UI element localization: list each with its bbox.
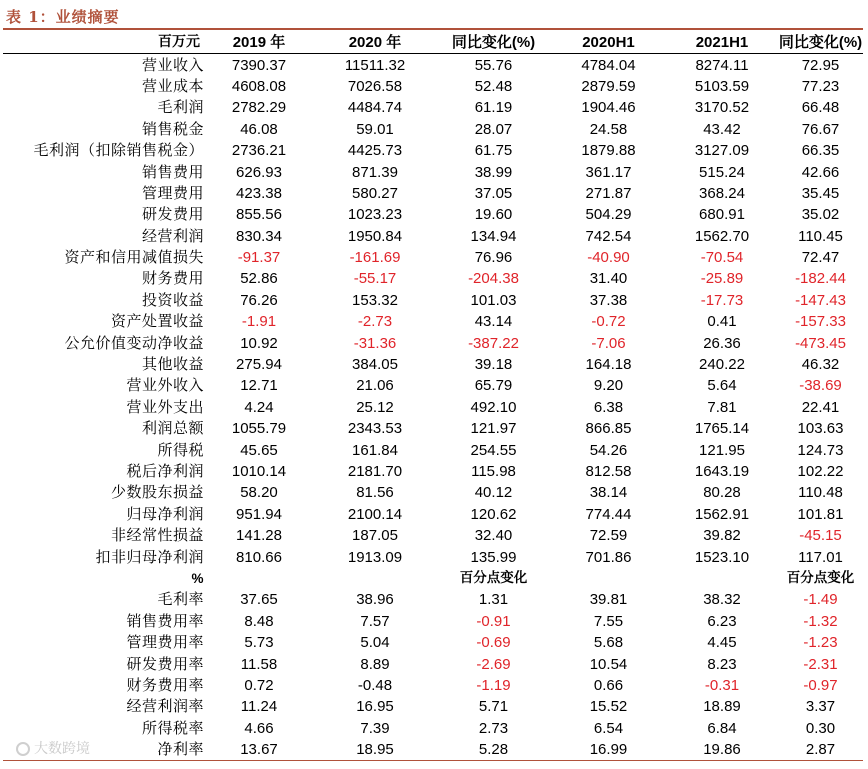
- table-row: [3, 268, 863, 289]
- cell-value: 8.89: [360, 655, 390, 673]
- table-row: [3, 418, 863, 439]
- cell-value: 580.27: [352, 184, 398, 202]
- cell-value: 124.73: [797, 441, 844, 459]
- cell-value: 46.32: [801, 356, 840, 374]
- cell-value: 830.34: [236, 227, 282, 245]
- table-row: [3, 525, 863, 546]
- cell-value: 0.41: [707, 313, 737, 331]
- cell-value: -40.90: [587, 249, 630, 267]
- cell-value: 4.45: [707, 634, 737, 652]
- table-row: [3, 311, 863, 332]
- table-row: [3, 183, 863, 204]
- row-label: 扣非归母净利润: [95, 547, 204, 566]
- cell-value: 8274.11: [695, 56, 749, 74]
- cell-value: 680.91: [699, 206, 745, 224]
- cell-value: 72.59: [589, 527, 628, 545]
- cell-value: 45.65: [240, 441, 278, 459]
- cell-value: 81.56: [356, 484, 394, 502]
- cell-value: 4784.04: [581, 56, 636, 74]
- cell-value: 12.71: [240, 377, 278, 395]
- ratio-row: [3, 739, 863, 761]
- cell-value: 5.68: [593, 634, 624, 652]
- cell-value: 2736.21: [231, 142, 287, 160]
- cell-value: 37.65: [240, 591, 278, 609]
- cell-value: 25.12: [356, 398, 394, 416]
- header-2019: 2019 年: [204, 32, 314, 54]
- cell-value: 810.66: [236, 548, 282, 566]
- cell-value: -2.73: [357, 313, 393, 331]
- cell-value: 19.86: [666, 739, 778, 761]
- cell-value: -387.22: [468, 334, 519, 352]
- cell-value: 4.24: [244, 398, 274, 416]
- cell-value: 39.82: [703, 527, 741, 545]
- cell-value: 1562.70: [694, 227, 750, 245]
- cell-value: 8.23: [707, 655, 737, 673]
- header-yoy-half: 同比变化(%): [778, 32, 863, 54]
- cell-value: -45.15: [799, 527, 842, 545]
- cell-value: 240.22: [699, 356, 745, 374]
- cell-value: 52.86: [240, 270, 278, 288]
- header-2020h1: 2020H1: [551, 32, 666, 54]
- cell-value: 866.85: [585, 420, 632, 438]
- ratio-row: [3, 611, 863, 632]
- cell-value: 6.54: [593, 719, 624, 737]
- cell-value: 35.02: [801, 206, 840, 224]
- cell-value: 102.22: [797, 463, 844, 480]
- cell-value: 7.57: [360, 612, 390, 630]
- cell-value: 1879.88: [581, 142, 636, 160]
- cell-value: 1.31: [478, 591, 509, 609]
- cell-value: 2.73: [478, 719, 509, 737]
- row-label: %: [191, 570, 204, 586]
- cell-value: 871.39: [352, 163, 398, 181]
- table-row: [3, 161, 863, 182]
- cell-value: 5.73: [244, 634, 274, 652]
- cell-value: 59.01: [356, 120, 394, 138]
- cell-value: 120.62: [470, 505, 517, 523]
- row-label: 经营利润: [141, 226, 204, 245]
- table-row: [3, 546, 863, 567]
- cell-value: 254.55: [470, 441, 517, 459]
- cell-value: 141.28: [236, 527, 282, 545]
- cell-value: -55.17: [353, 270, 397, 288]
- cell-value: 77.23: [801, 77, 840, 95]
- row-label: 销售税金: [141, 119, 204, 138]
- table-row: [3, 504, 863, 525]
- cell-value: 3127.09: [694, 142, 750, 160]
- watermark-logo-icon: [16, 742, 30, 756]
- cell-value: 13.67: [204, 739, 314, 761]
- cell-value: 1562.91: [694, 505, 750, 523]
- cell-value: -147.43: [795, 291, 846, 309]
- table-row: [3, 76, 863, 97]
- cell-value: 22.41: [801, 398, 840, 416]
- ratio-row: [3, 718, 863, 739]
- cell-value: 72.47: [801, 249, 840, 267]
- cell-value: 121.95: [699, 441, 745, 459]
- cell-value: 66.48: [801, 99, 840, 117]
- watermark-text: 大数跨境: [34, 741, 90, 757]
- cell-value: 1950.84: [347, 227, 403, 245]
- cell-value: -91.37: [237, 249, 281, 267]
- cell-value: 368.24: [699, 184, 745, 202]
- cell-value: 42.66: [801, 163, 840, 181]
- title-rule: [3, 28, 863, 30]
- cell-value: 812.58: [585, 463, 632, 480]
- cell-value: 54.26: [589, 441, 628, 459]
- table-title: 表 1：业绩摘要: [6, 8, 120, 26]
- cell-value: 18.89: [703, 698, 741, 716]
- row-label: 管理费用率: [126, 633, 204, 652]
- cell-value: 1913.09: [347, 548, 403, 566]
- table-row: [3, 140, 863, 161]
- cell-value: 19.60: [474, 206, 513, 224]
- row-label: 财务费用率: [126, 675, 204, 694]
- cell-value: -182.44: [795, 270, 846, 288]
- cell-value: 2879.59: [581, 77, 636, 95]
- cell-value: 37.38: [589, 291, 628, 309]
- cell-value: 65.79: [474, 377, 513, 395]
- cell-value: 9.20: [593, 377, 624, 395]
- cell-value: -17.73: [700, 291, 744, 309]
- ratio-row: [3, 653, 863, 674]
- cell-value: 61.19: [474, 99, 513, 117]
- row-label: 税后净利润: [126, 462, 204, 480]
- cell-value: [666, 568, 778, 589]
- table-row: [3, 461, 863, 482]
- cell-value: 58.20: [240, 484, 278, 502]
- cell-value: 1765.14: [694, 420, 750, 438]
- cell-value: 0.30: [805, 719, 836, 737]
- row-label: 销售费用: [141, 162, 204, 181]
- cell-value: 4425.73: [347, 142, 403, 160]
- cell-value: -7.06: [591, 334, 626, 352]
- cell-value: -38.69: [799, 377, 842, 395]
- row-label: 毛利润（扣除销售税金）: [33, 141, 204, 160]
- cell-value: -31.36: [353, 334, 397, 352]
- cell-value: 3170.52: [694, 99, 750, 117]
- table-row: [3, 332, 863, 353]
- cell-value: -70.54: [700, 249, 744, 267]
- cell-value: 1023.23: [347, 206, 403, 224]
- cell-value: 134.94: [470, 227, 517, 245]
- cell-value: 39.81: [589, 591, 628, 609]
- cell-value: 10.54: [589, 655, 628, 673]
- cell-value: 80.28: [703, 484, 741, 502]
- table-row: [3, 375, 863, 396]
- cell-value: -0.72: [591, 313, 626, 331]
- cell-value: 2.87: [778, 739, 863, 761]
- cell-value: 135.99: [470, 548, 517, 566]
- cell-value: 46.08: [240, 120, 278, 138]
- cell-value: 101.03: [470, 291, 517, 309]
- cell-value: -1.49: [803, 591, 838, 609]
- cell-value: 115.98: [471, 463, 516, 480]
- row-label: 资产和信用减值损失: [64, 248, 204, 267]
- cell-value: 5.28: [436, 739, 551, 761]
- cell-value: 101.81: [797, 505, 844, 523]
- row-label: 净利率: [3, 739, 204, 761]
- cell-value: 5.04: [360, 634, 390, 652]
- watermark: [16, 738, 90, 758]
- cell-value: -157.33: [795, 313, 846, 331]
- cell-value: 423.38: [236, 184, 282, 202]
- cell-value: 2181.70: [347, 463, 403, 480]
- cell-value: 3.37: [805, 698, 836, 716]
- cell-value: 1010.14: [231, 463, 287, 480]
- row-label: 营业收入: [141, 55, 204, 74]
- cell-value: 16.99: [551, 739, 666, 761]
- cell-value: 52.48: [474, 77, 513, 95]
- row-label: 所得税: [157, 440, 204, 459]
- cell-value: 43.42: [703, 120, 741, 138]
- cell-value: 4.66: [244, 719, 274, 737]
- cell-value: [551, 568, 666, 589]
- table-row: [3, 97, 863, 118]
- cell-value: 0.72: [244, 676, 274, 694]
- cell-value: -0.69: [476, 634, 511, 652]
- cell-value: 2782.29: [231, 99, 287, 117]
- table-row: [3, 397, 863, 418]
- cell-value: 43.14: [474, 313, 513, 331]
- row-label: 毛利润: [157, 98, 204, 117]
- row-label: 研发费用率: [126, 654, 204, 673]
- cell-value: 38.14: [589, 484, 628, 502]
- cell-value: -473.45: [795, 334, 846, 352]
- cell-value: 8.48: [244, 612, 274, 630]
- cell-value: -204.38: [468, 270, 519, 288]
- header-2020: 2020 年: [314, 32, 436, 54]
- cell-value: 61.75: [474, 142, 513, 160]
- cell-value: 361.17: [585, 163, 632, 181]
- cell-value: 76.26: [240, 291, 278, 309]
- table-row: [3, 354, 863, 375]
- row-label: 经营利润率: [126, 697, 204, 716]
- cell-value: -0.97: [803, 676, 838, 694]
- row-label: 利润总额: [141, 419, 204, 438]
- cell-value: -0.31: [704, 676, 740, 694]
- cell-value: 5.64: [707, 377, 737, 395]
- cell-value: 1523.10: [694, 548, 750, 566]
- cell-value: 21.06: [356, 377, 394, 395]
- row-label: 销售费用率: [126, 611, 204, 630]
- cell-value: -2.69: [476, 655, 511, 673]
- cell-value: 38.32: [703, 591, 741, 609]
- cell-value: 187.05: [352, 527, 398, 545]
- cell-value: 1643.19: [694, 463, 750, 480]
- cell-value: 38.99: [474, 163, 513, 181]
- cell-value: [314, 568, 436, 589]
- cell-value: 1904.46: [581, 99, 636, 117]
- table-row: [3, 204, 863, 225]
- row-label: 非经常性损益: [110, 526, 204, 545]
- cell-value: 742.54: [585, 227, 632, 245]
- cell-value: 0.66: [593, 676, 624, 694]
- cell-value: 15.52: [589, 698, 628, 716]
- header-2021h1: 2021H1: [666, 32, 778, 54]
- cell-value: -25.89: [700, 270, 744, 288]
- cell-value: 40.12: [474, 484, 513, 502]
- cell-value: 32.40: [474, 527, 513, 545]
- cell-value: 774.44: [585, 505, 632, 523]
- row-label: 少数股东损益: [110, 483, 204, 502]
- cell-value: 164.18: [585, 356, 632, 374]
- cell-value: 384.05: [352, 356, 398, 374]
- cell-value: 7.39: [360, 719, 390, 737]
- cell-value: 55.76: [474, 56, 513, 74]
- row-label: 营业外收入: [126, 376, 204, 395]
- cell-value: 16.95: [356, 698, 394, 716]
- ratio-row: [3, 675, 863, 696]
- cell-value: 4608.08: [231, 77, 287, 95]
- row-label: 所得税率: [141, 718, 204, 737]
- cell-value: 18.95: [314, 739, 436, 761]
- cell-value: 153.32: [352, 291, 398, 309]
- cell-value: 6.84: [707, 719, 737, 737]
- cell-value: 117.01: [798, 548, 843, 566]
- cell-value: -1.32: [803, 612, 838, 630]
- cell-value: -2.31: [803, 655, 838, 673]
- table-body: [3, 54, 863, 761]
- cell-value: 110.45: [798, 227, 843, 245]
- cell-value: 5103.59: [694, 77, 750, 95]
- cell-value: -1.19: [476, 676, 511, 694]
- cell-value: 103.63: [797, 420, 844, 438]
- cell-value: 31.40: [589, 270, 628, 288]
- row-label: 研发费用: [141, 205, 204, 224]
- cell-value: 百分点变化: [786, 569, 855, 586]
- table-row: [3, 290, 863, 311]
- cell-value: 百分点变化: [459, 569, 528, 586]
- cell-value: -0.48: [357, 676, 393, 694]
- cell-value: 7.81: [707, 398, 737, 416]
- row-label: 投资收益: [141, 290, 204, 309]
- cell-value: 275.94: [236, 356, 282, 374]
- ratio-row: [3, 589, 863, 610]
- row-label: 其他收益: [141, 355, 204, 374]
- row-label: 管理费用: [141, 183, 204, 202]
- cell-value: 492.10: [470, 398, 517, 416]
- table-header-row: [3, 32, 863, 54]
- cell-value: 2100.14: [347, 505, 403, 523]
- cell-value: 110.48: [798, 484, 843, 502]
- table-row: [3, 119, 863, 140]
- ratio-row: [3, 696, 863, 717]
- cell-value: 76.96: [474, 249, 513, 267]
- row-label: 资产处置收益: [110, 312, 204, 331]
- cell-value: 701.86: [585, 548, 632, 566]
- cell-value: 38.96: [356, 591, 394, 609]
- cell-value: 11.24: [240, 698, 278, 716]
- cell-value: 121.97: [470, 420, 517, 438]
- ratio-row: [3, 632, 863, 653]
- row-label: 归母净利润: [126, 504, 204, 523]
- cell-value: 1055.79: [231, 420, 287, 438]
- cell-value: 37.05: [474, 184, 513, 202]
- cell-value: 11511.32: [344, 56, 406, 74]
- cell-value: 6.38: [593, 398, 624, 416]
- cell-value: -0.91: [476, 612, 511, 630]
- cell-value: 76.67: [801, 120, 840, 138]
- cell-value: 26.36: [703, 334, 741, 352]
- row-label: 公允价值变动净收益: [64, 333, 204, 352]
- row-label: 毛利率: [157, 590, 204, 609]
- cell-value: -1.91: [241, 313, 277, 331]
- header-unit: 百万元: [3, 32, 204, 54]
- cell-value: 35.45: [801, 184, 840, 202]
- table-row: [3, 439, 863, 460]
- ratio-subheader-row: [3, 568, 863, 589]
- cell-value: 10.92: [240, 334, 278, 352]
- row-label: 营业外支出: [126, 397, 204, 416]
- cell-value: 515.24: [699, 163, 745, 181]
- cell-value: 855.56: [236, 206, 282, 224]
- cell-value: 7.55: [593, 612, 624, 630]
- cell-value: 504.29: [585, 206, 632, 224]
- cell-value: 24.58: [589, 120, 628, 138]
- financial-summary-table: [3, 32, 863, 761]
- cell-value: 39.18: [474, 356, 513, 374]
- cell-value: 6.23: [707, 612, 737, 630]
- cell-value: 72.95: [801, 56, 840, 74]
- cell-value: 7026.58: [347, 77, 403, 95]
- table-row: [3, 482, 863, 503]
- cell-value: [204, 568, 314, 589]
- cell-value: 5.71: [478, 698, 509, 716]
- table-row: [3, 247, 863, 268]
- cell-value: 626.93: [236, 163, 282, 181]
- header-yoy-annual: 同比变化(%): [436, 32, 551, 54]
- cell-value: 11.58: [240, 655, 278, 673]
- cell-value: -161.69: [349, 249, 401, 267]
- cell-value: 271.87: [585, 184, 632, 202]
- table-row: [3, 226, 863, 247]
- cell-value: 951.94: [236, 505, 282, 523]
- row-label: 营业成本: [141, 76, 204, 95]
- cell-value: 28.07: [474, 120, 513, 138]
- cell-value: 4484.74: [347, 99, 403, 117]
- cell-value: 2343.53: [347, 420, 403, 438]
- row-label: 财务费用: [141, 269, 204, 288]
- cell-value: 7390.37: [231, 56, 287, 74]
- cell-value: 66.35: [801, 142, 840, 160]
- table-row: [3, 54, 863, 76]
- cell-value: 161.84: [352, 441, 398, 459]
- cell-value: -1.23: [803, 634, 838, 652]
